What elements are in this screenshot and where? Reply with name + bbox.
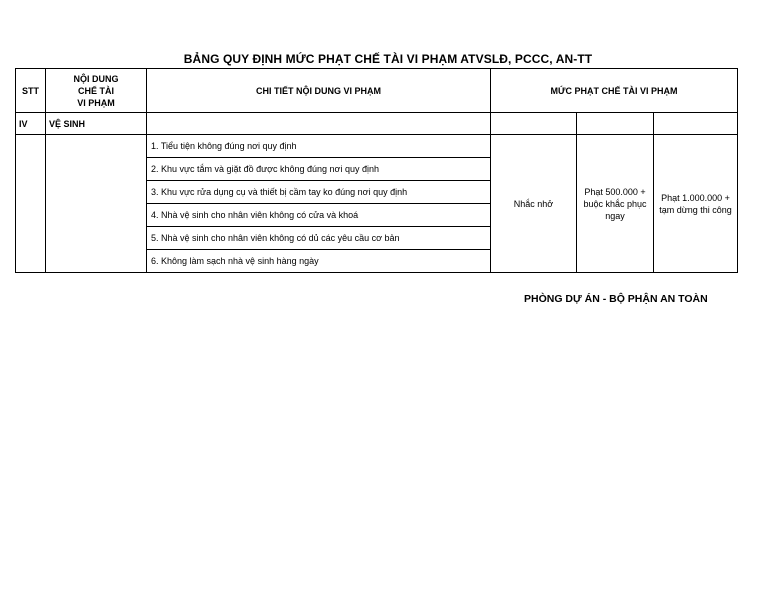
penalty-level-3-line2: tạm dừng thi công	[659, 204, 732, 215]
penalty-level-3-line1: Phạt 1.000.000 +	[661, 192, 730, 203]
penalty-table	[15, 68, 738, 273]
violation-item: 4. Nhà vệ sinh cho nhân viên không có cửa và khoá	[147, 204, 491, 227]
header-noi-dung-line1: NỘI DUNG	[73, 73, 119, 84]
header-row	[16, 69, 738, 113]
penalty-level-3	[654, 135, 738, 273]
header-stt: STT	[16, 69, 46, 113]
header-noi-dung-line2: CHẾ TÀI	[78, 85, 114, 96]
violation-item: 3. Khu vực rửa dụng cụ và thiết bị cầm tay ko đúng nơi quy định	[147, 181, 491, 204]
section-empty-cell	[147, 113, 491, 135]
header-noi-dung	[46, 69, 147, 113]
document-footer: PHÒNG DỰ ÁN - BỘ PHẬN AN TOÀN	[524, 293, 708, 305]
item-content-cell	[46, 135, 147, 273]
header-noi-dung-line3: VI PHẠM	[77, 97, 115, 108]
section-empty-cell	[654, 113, 738, 135]
section-empty-cell	[491, 113, 577, 135]
section-row	[16, 113, 738, 135]
table-row	[16, 135, 738, 158]
violation-item: 1. Tiểu tiện không đúng nơi quy định	[147, 135, 491, 158]
document-title: BẢNG QUY ĐỊNH MỨC PHẠT CHẾ TÀI VI PHẠM ATVSLĐ, PCCC, AN-TT	[183, 52, 593, 66]
penalty-level-2	[577, 135, 654, 273]
penalty-level-2-line2: buộc khắc phục	[583, 198, 647, 209]
section-empty-cell	[577, 113, 654, 135]
header-muc-phat: MỨC PHẠT CHẾ TÀI VI PHẠM	[491, 69, 738, 113]
header-chi-tiet: CHI TIẾT NỘI DUNG VI PHẠM	[147, 69, 491, 113]
section-name: VỆ SINH	[46, 113, 147, 135]
item-stt-cell	[16, 135, 46, 273]
violation-item: 5. Nhà vệ sinh cho nhân viên không có dủ các yêu cầu cơ bản	[147, 227, 491, 250]
violation-item: 2. Khu vực tắm và giặt đồ được không đúng nơi quy định	[147, 158, 491, 181]
penalty-level-2-line3: ngay	[605, 210, 625, 221]
violation-item: 6. Không làm sạch nhà vệ sinh hàng ngày	[147, 250, 491, 273]
penalty-level-2-line1: Phạt 500.000 +	[584, 186, 646, 197]
section-stt: IV	[16, 113, 46, 135]
penalty-level-1: Nhắc nhở	[491, 135, 577, 273]
